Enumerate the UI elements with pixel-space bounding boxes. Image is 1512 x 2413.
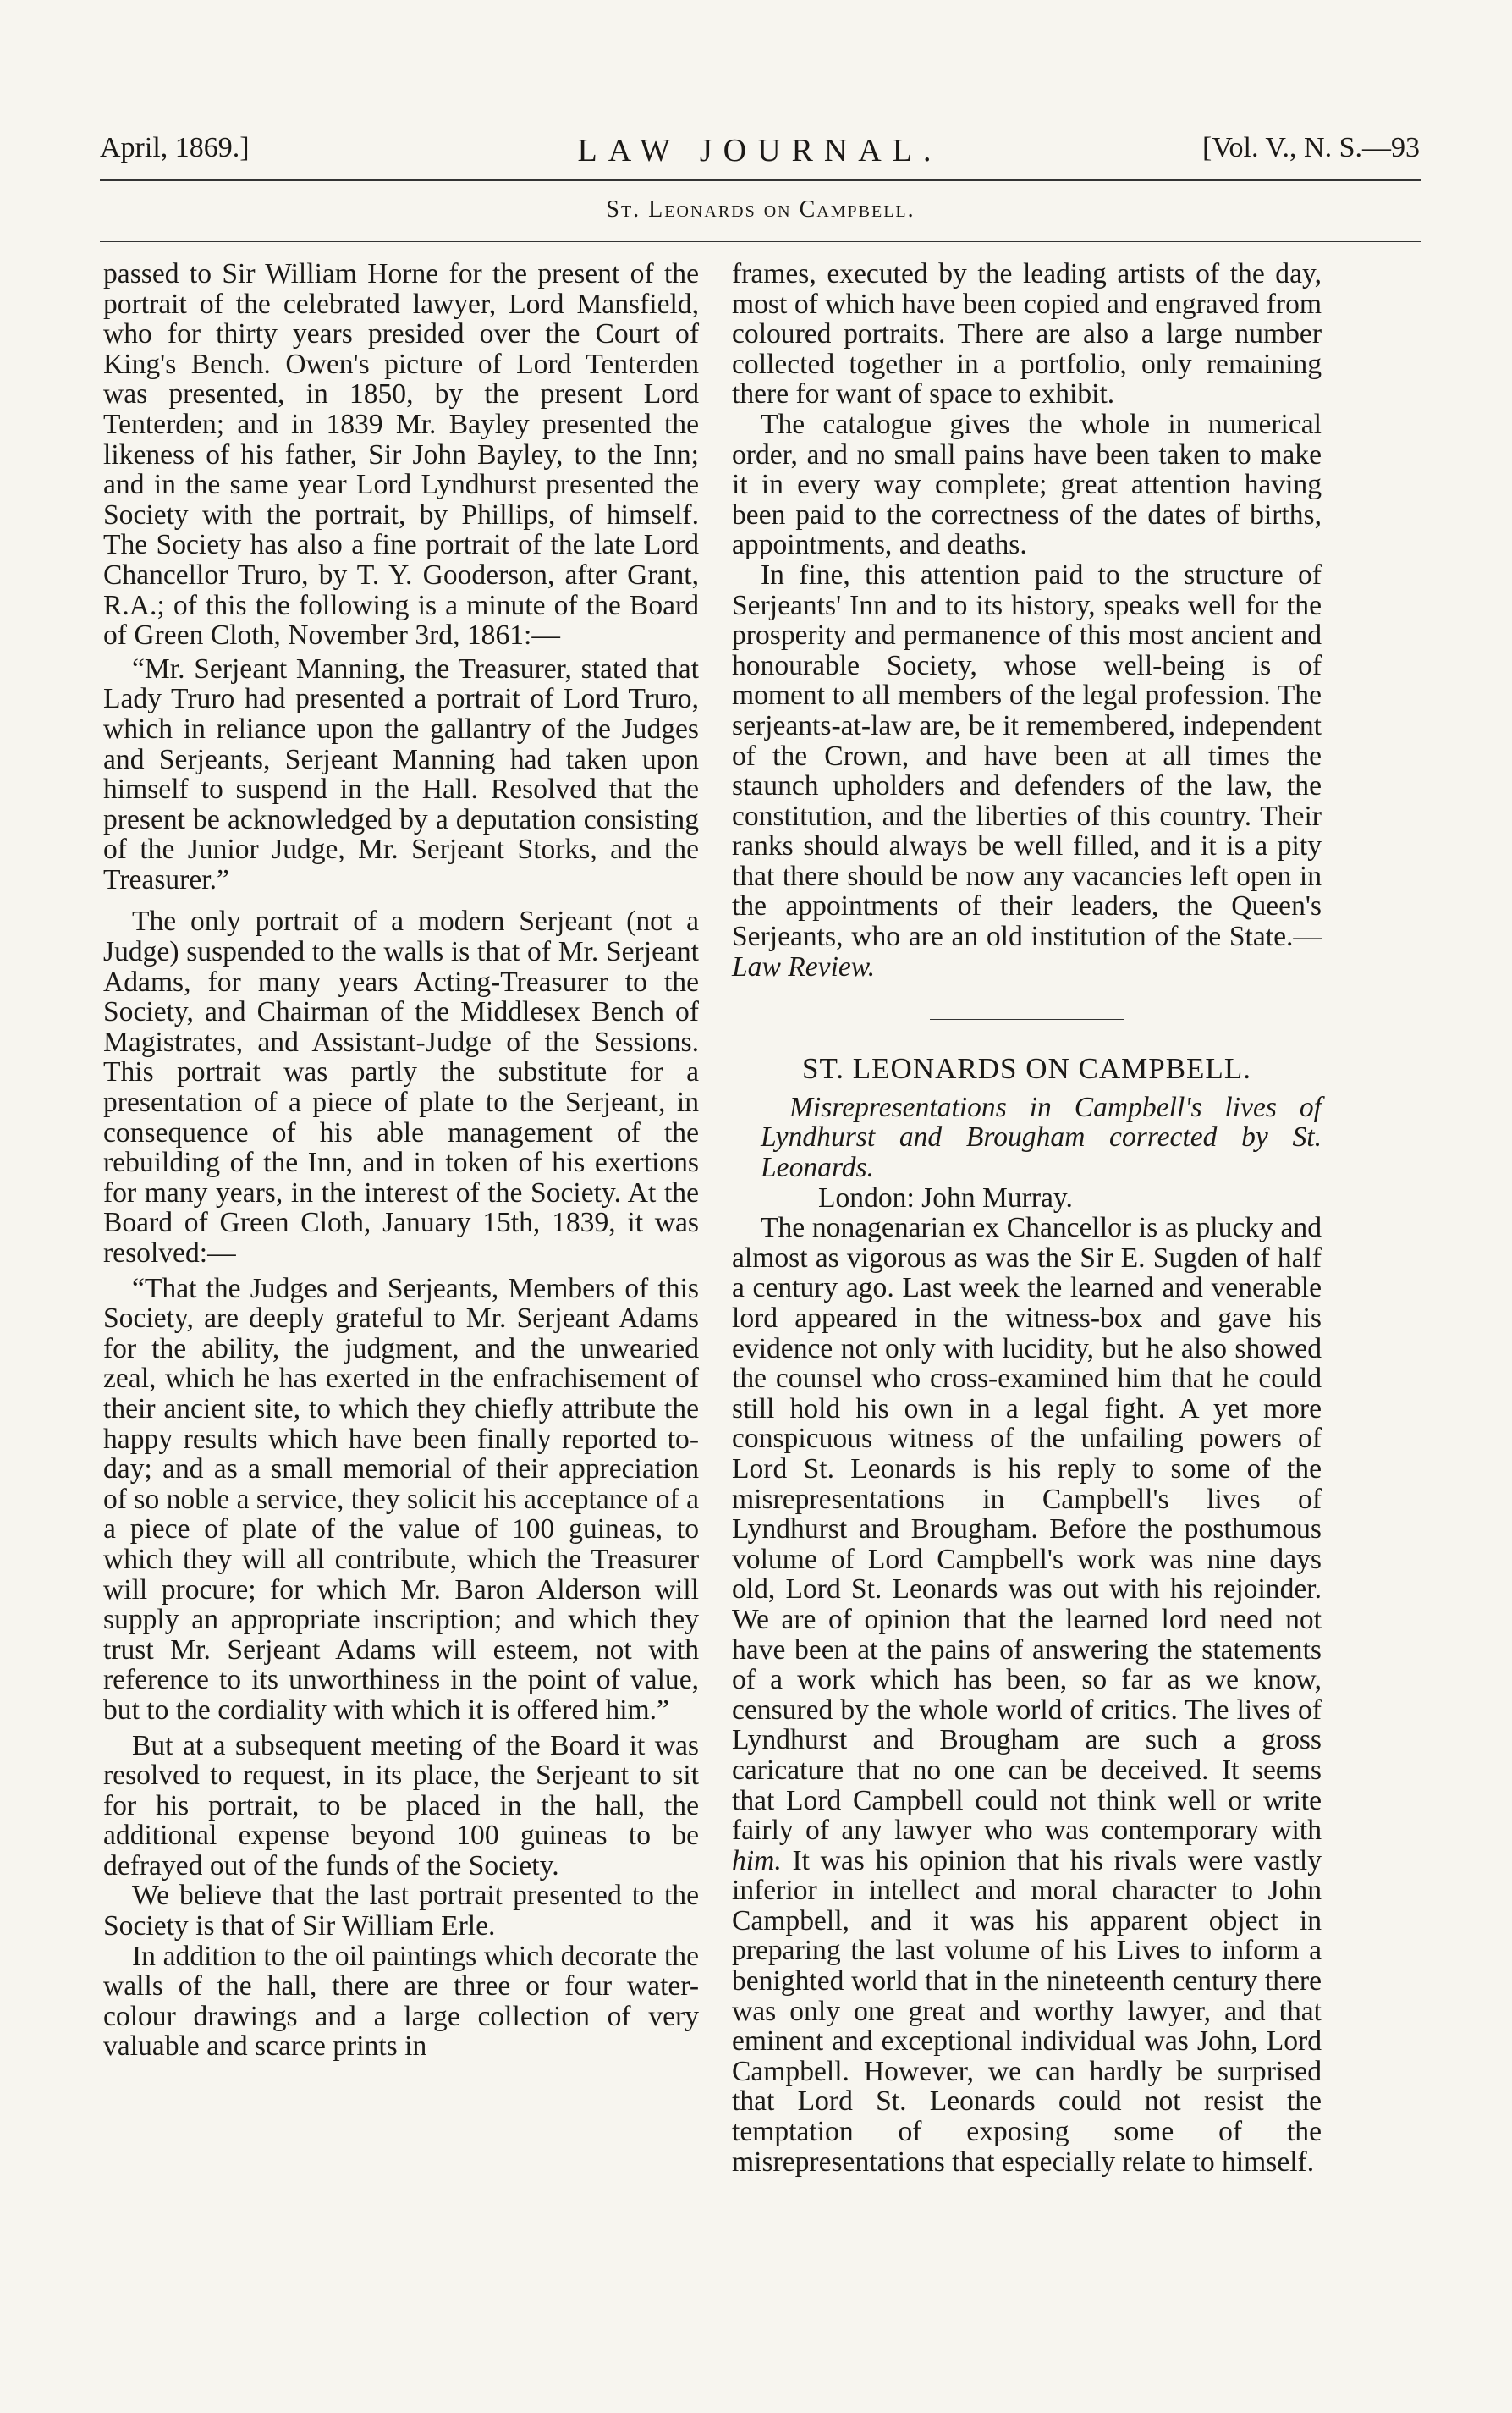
left-column [103, 259, 699, 2062]
reviewed-book-publisher: London: John Murray. [818, 1182, 1073, 1214]
source-credit: Law Review. [732, 950, 876, 983]
paragraph: We believe that the last portrait presented to the Society is that of Sir William Erle. [103, 1880, 699, 1942]
review-text-cont: It was his opinion that his rivals were vastly inferior in intellect and moral character to John Campbell, and it was his apparent object in preparing the last volume of his Lives to inform a benighted world that in the nineteenth century there was only one great and worthy lawyer, and that eminent and exceptional individual was John, Lord Campbell. However, we can hardly be surprised that Lord St. Leonards could not resist the temptation of exposing some of the misrepresentations that especially relate to himself. [732, 1844, 1322, 2178]
paragraph-text: In fine, this attention paid to the structure of Serjeants' Inn and to its history, speaks well for the prosperity and permanence of this most ancient and honourable Society, whose well-being is of moment to all members of the legal profession. The serjeants-at-law are, be it remembered, independent of the Crown, and have been at all times the staunch upholders and defenders of the law, the constitution, and the liberties of this country. Their ranks should always be well filled, and it is a pity that there should be now any vacancies left open in the appointments of their leaders, the Queen's Serjeants, who are an old institution of the State.— [732, 559, 1322, 953]
issue-date: April, 1869.] [100, 132, 250, 163]
journal-title: LAW JOURNAL. [577, 133, 943, 168]
quoted-minute: “Mr. Serjeant Manning, the Treasurer, stated that Lady Truro had presented a portrait of Lord Truro, which in reliance upon the gallantry of the Judges and Serjeants, Serjeant Manning had taken upon himself to suspend in the Hall. Resolved that the present be acknowledged by a deputation consisting of the Junior Judge, Mr. Serjeant Storks, and the Treasurer.” [103, 653, 699, 895]
page-header [100, 132, 1420, 183]
running-title-rule [100, 241, 1421, 242]
paragraph: passed to Sir William Horne for the present of the portrait of the celebrated lawyer, Lord Mansfield, who for thirty years presided over the Court of King's Bench. Owen's picture of Lord Tenterden was presented, in 1850, by the present Lord Tenterden; and in 1839 Mr. Bayley presented the likeness of his father, Sir John Bayley, to the Inn; and in the same year Lord Lyndhurst presented the Society with the portrait, by Phillips, of himself. The Society has also a fine portrait of the late Lord Chancellor Truro, by T. Y. Gooderson, after Grant, R.A.; of this the following is a minute of the Board of Green Cloth, November 3rd, 1861:— [103, 258, 699, 652]
paragraph: The only portrait of a modern Serjeant (not a Judge) suspended to the walls is that of Mr. Serjeant Adams, for many years Acting-Treasurer to the Society, and Chairman of the Middlesex Bench of Magistrates, and Assistant-Judge of the Sessions. This portrait was partly the substitute for a presentation of a piece of plate to the Serjeant, in consequence of his able management of the rebuilding of the Inn, and in token of his exertions for many years, in the interest of the Society. At the Board of Green Cloth, January 15th, 1839, it was resolved:— [103, 906, 699, 1269]
running-title: St. Leonards on Campbell. [606, 196, 915, 223]
paragraph: The catalogue gives the whole in numerical order, and no small pains have been taken to make it in every way complete; great attention having been paid to the correctness of the dates of births, appointments, and deaths. [732, 408, 1322, 561]
review-text: The nonagenarian ex Chancellor is as plucky and almost as vigorous as was the Sir E. Sugden of half a century ago. Last week the learned and venerable lord appeared in the witness-box and gave his evidence not only with lucidity, but he also showed the counsel who cross-examined him that he could still hold his own in a legal fight. A yet more conspicuous witness of the unfailing powers of Lord St. Leonards is his reply to some of the misrepresentations in Campbell's lives of Lyndhurst and Brougham. Before the posthumous volume of Lord Campbell's work was nine days old, Lord St. Leonards was out with his rejoinder. We are of opinion that the learned lord need not have been at the pains of answering the statements of a work which has been, so far as we know, censured by the whole world of critics. The lives of Lyndhurst and Brougham are such a gross caricature that no one can be deceived. It seems that Lord Campbell could not think well or write fairly of any lawyer who was contemporary with [732, 1212, 1322, 1847]
header-rule-thick [100, 179, 1421, 181]
reviewed-book-title: Misrepresentations in Campbell's lives of Lyndhurst and Brougham corrected by St. Leonards. [761, 1091, 1322, 1184]
paragraph [732, 560, 1322, 982]
volume-page-number: [Vol. V., N. S.—93 [1202, 132, 1420, 163]
right-column [732, 259, 1322, 2177]
paragraph: But at a subsequent meeting of the Board it was resolved to request, in its place, the Serjeant to sit for his portrait, to be placed in the hall, the additional expense beyond 100 guineas to be defrayed out of the funds of the Society. [103, 1729, 699, 1881]
section-divider [930, 1019, 1124, 1020]
paragraph: In addition to the oil paintings which decorate the walls of the hall, there are three or four water-colour drawings and a large collection of very valuable and scarce prints in [103, 1940, 699, 2063]
emphasis: him. [732, 1844, 782, 1876]
quoted-resolution: “That the Judges and Serjeants, Members of this Society, are deeply grateful to Mr. Serjeant Adams for the ability, the judgment, and the unwearied zeal, which he has exerted in the enfrachisement of their ancient site, to which they chiefly attribute the happy results which have been finally reported to-day; and as a small memorial of their appreciation of so noble a service, they solicit his acceptance of a a piece of plate of the value of 100 guineas, to which they will all contribute, which the Treasurer will procure; for which Mr. Baron Alderson will supply an appropriate inscription; and which they trust Mr. Serjeant Adams will esteem, not with reference to its unworthiness in the point of value, but to the cordiality with which it is offered him.” [103, 1272, 699, 1726]
review-body [732, 1213, 1322, 2177]
paragraph: frames, executed by the leading artists of the day, most of which have been copied and engraved from coloured portraits. There are also a large number collected together in a portfolio, only remaining there for want of space to exhibit. [732, 258, 1322, 410]
section-title: ST. LEONARDS ON CAMPBELL. [802, 1052, 1251, 1086]
